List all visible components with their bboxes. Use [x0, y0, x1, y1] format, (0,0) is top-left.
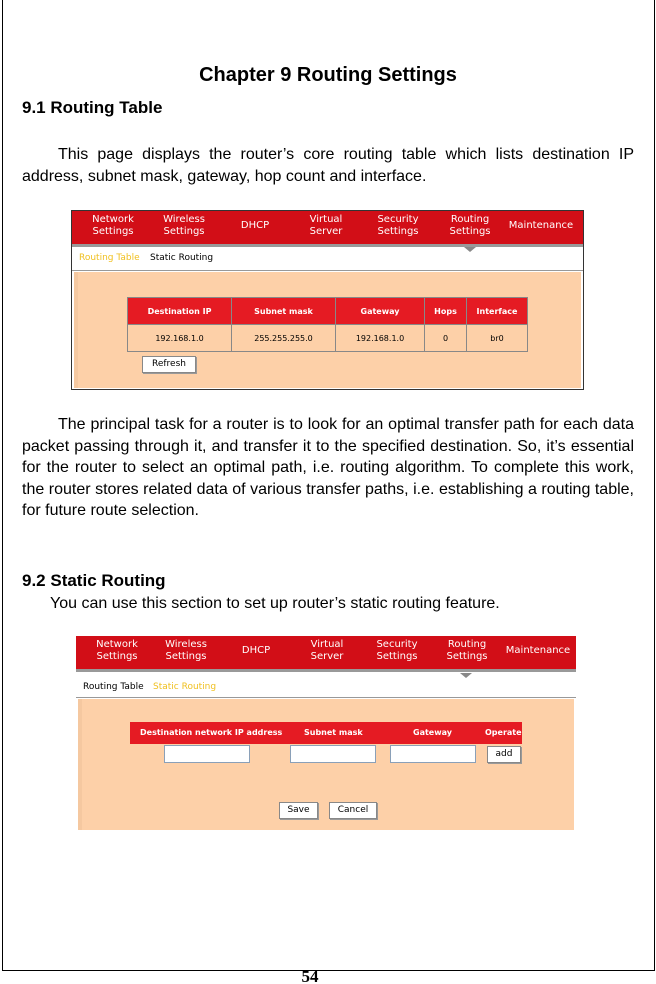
body-text: The principal task for a router is to look for an optimal transfer path for each data packet passing through it, and transfer it to the specified destination. So, it’s essential for the router to select an optimal path, i.e. routing algorithm. To complete this work, the router stores related data of various transfer paths, i.e. establishing a routing table, for future route selection. — [22, 416, 634, 520]
table-header-row — [128, 298, 528, 325]
cell-hops: 0 — [425, 325, 467, 352]
cell-interface: br0 — [467, 325, 528, 352]
gateway-input[interactable] — [390, 745, 476, 763]
chapter-title: Chapter 9 Routing Settings — [199, 64, 457, 86]
static-routing-screenshot — [76, 636, 576, 830]
cell-subnet-mask: 255.255.255.0 — [232, 325, 336, 352]
intro-text: This page displays the router’s core routing table which lists destination IP address, subnet mask, gateway, hop count and interface. — [22, 146, 634, 185]
nav-maintenance[interactable]: Maintenance — [505, 645, 571, 656]
col-subnet-mask: Subnet mask — [304, 728, 363, 737]
cell-destination-ip: 192.168.1.0 — [128, 325, 232, 352]
table-row — [128, 325, 528, 352]
divider — [76, 697, 576, 698]
nav-dhcp[interactable]: DHCP — [240, 220, 270, 231]
col-subnet-mask: Subnet mask — [232, 298, 336, 325]
nav-wireless-settings[interactable]: Wireless Settings — [165, 639, 207, 662]
nav-security-settings[interactable]: Security Settings — [376, 639, 418, 662]
col-operate: Operate — [485, 728, 522, 737]
routing-table — [127, 297, 528, 352]
subnav-static-routing[interactable]: Static Routing — [153, 682, 217, 692]
routing-table-screenshot — [71, 210, 584, 390]
top-nav — [76, 636, 576, 672]
static-routing-intro: You can use this section to set up router’s static routing feature. — [50, 595, 500, 612]
page-number: 54 — [301, 967, 319, 984]
subnav-routing-table[interactable]: Routing Table — [79, 253, 140, 263]
subnav-static-routing[interactable]: Static Routing — [150, 253, 214, 263]
col-destination-ip: Destination IP — [128, 298, 232, 325]
top-nav — [72, 211, 583, 247]
divider — [72, 270, 583, 271]
nav-routing-settings[interactable]: Routing Settings — [449, 214, 491, 237]
cell-gateway: 192.168.1.0 — [336, 325, 425, 352]
nav-maintenance[interactable]: Maintenance — [508, 220, 574, 231]
paragraph — [22, 144, 634, 187]
destination-ip-input[interactable] — [164, 745, 250, 763]
subnav-routing-table[interactable]: Routing Table — [83, 682, 144, 692]
save-button[interactable]: Save — [279, 802, 318, 819]
col-gateway: Gateway — [336, 298, 425, 325]
content-area — [78, 699, 574, 830]
subnet-mask-input[interactable] — [290, 745, 376, 763]
col-hops: Hops — [425, 298, 467, 325]
static-route-header — [130, 722, 522, 744]
nav-network-settings[interactable]: Network Settings — [96, 639, 138, 662]
active-indicator-icon — [460, 673, 472, 678]
nav-routing-settings[interactable]: Routing Settings — [446, 639, 488, 662]
nav-wireless-settings[interactable]: Wireless Settings — [163, 214, 205, 237]
nav-virtual-server[interactable]: Virtual Server — [310, 639, 344, 662]
section-heading-routing-table: 9.1 Routing Table — [22, 98, 163, 117]
add-button[interactable]: add — [487, 746, 521, 763]
paragraph — [22, 414, 634, 522]
cancel-button[interactable]: Cancel — [329, 802, 377, 819]
col-destination-network: Destination network IP address — [140, 728, 283, 737]
col-gateway: Gateway — [413, 728, 452, 737]
active-indicator-icon — [464, 247, 476, 252]
refresh-button[interactable]: Refresh — [142, 356, 196, 373]
nav-network-settings[interactable]: Network Settings — [92, 214, 134, 237]
nav-security-settings[interactable]: Security Settings — [377, 214, 419, 237]
section-heading-static-routing: 9.2 Static Routing — [22, 571, 166, 590]
col-interface: Interface — [467, 298, 528, 325]
nav-dhcp[interactable]: DHCP — [241, 645, 271, 656]
nav-virtual-server[interactable]: Virtual Server — [309, 214, 343, 237]
